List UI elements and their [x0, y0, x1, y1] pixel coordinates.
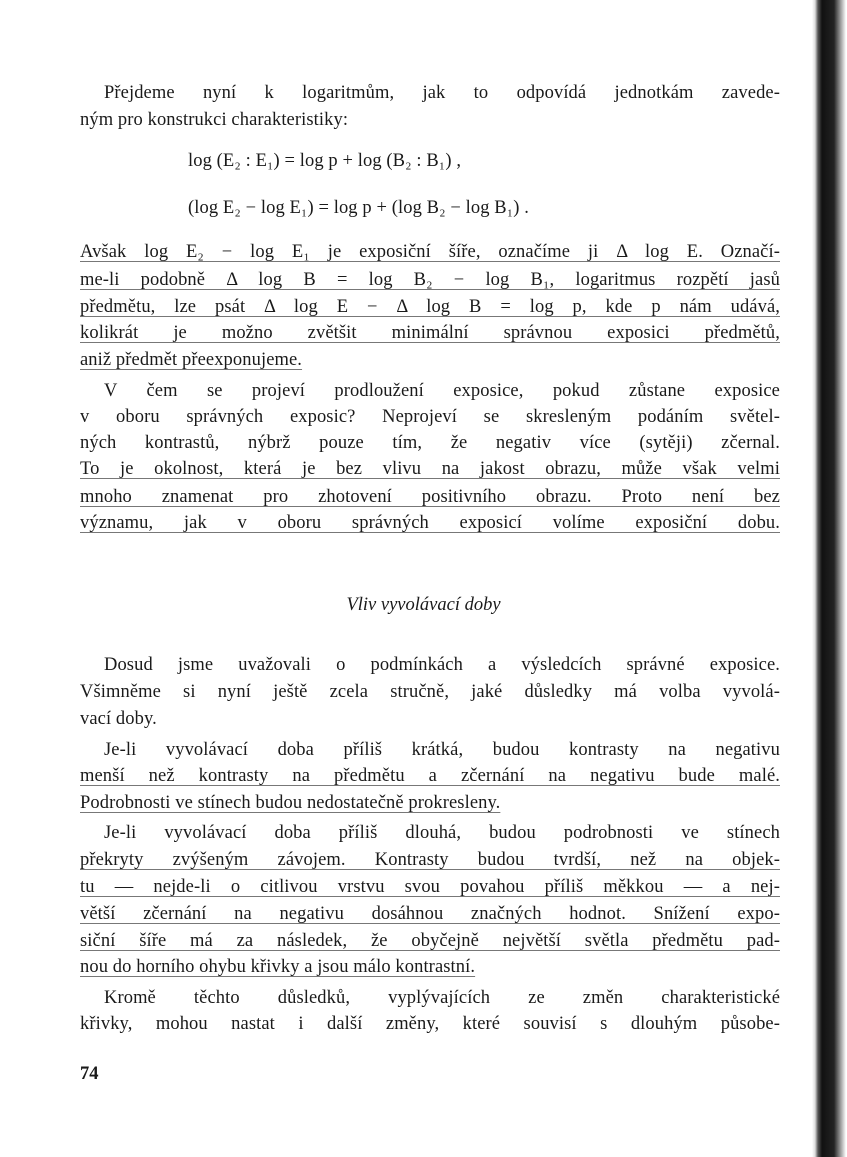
page-number: 74 — [80, 1064, 99, 1084]
text-line: Je-li vyvolávací doba příliš dlouhá, budou podrobnosti ve stínech — [104, 823, 780, 843]
equation: log (E₂ : E₁) = log p + log (B₂ : B₁) , — [188, 151, 462, 171]
text-line: vací doby. — [80, 709, 157, 729]
text-line: V čem se projeví prodloužení exposice, pokud zůstane exposice — [104, 381, 780, 401]
text-line: tu — nejde-li o citlivou vrstvu svou povahou příliš měkkou — a nej- — [80, 877, 780, 897]
text-line: To je okolnost, která je bez vlivu na jakost obrazu, může však velmi — [80, 459, 780, 479]
scan-edge — [812, 0, 847, 1157]
text-line: významu, jak v oboru správných exposicí volíme exposiční dobu. — [80, 513, 780, 533]
text-line: v oboru správných exposic? Neprojeví se skresleným podáním světel- — [80, 407, 780, 427]
text-line: křivky, mohou nastat i další změny, které souvisí s dlouhým působe- — [80, 1014, 780, 1034]
text-line: překryty zvýšeným závojem. Kontrasty budou tvrdší, než na objek- — [80, 850, 780, 870]
text-line: Všimněme si nyní ještě zcela stručně, jaké důsledky má volba vyvolá- — [80, 682, 780, 702]
text-line: siční šíře má za následek, že obyčejně největší světla předmětu pad- — [80, 931, 780, 951]
text-line: ným pro konstrukci charakteristiky: — [80, 110, 349, 130]
text-line: Je-li vyvolávací doba příliš krátká, budou kontrasty na negativu — [104, 740, 780, 760]
text-line: předmětu, lze psát Δ log E − Δ log B = log p, kde p nám udává, — [80, 297, 780, 317]
text-line: Avšak log E₂ − log E₁ je exposiční šíře, označíme ji Δ log E. Označí- — [80, 242, 780, 262]
text-line: kolikrát je možno zvětšit minimální správnou exposici předmětů, — [80, 323, 780, 343]
text-line: me-li podobně Δ log B = log B₂ − log B₁, logaritmus rozpětí jasů — [80, 270, 780, 290]
section-heading: Vliv vyvolávací doby — [346, 595, 501, 615]
text-line: Přejdeme nyní k logaritmům, jak to odpovídá jednotkám zavede- — [104, 83, 780, 103]
text-line: mnoho znamenat pro zhotovení positivního obrazu. Proto není bez — [80, 487, 780, 507]
text-line: Dosud jsme uvažovali o podmínkách a výsledcích správné exposice. — [104, 655, 780, 675]
text-line: ných kontrastů, nýbrž pouze tím, že negativ více (sytěji) zčernal. — [80, 433, 780, 453]
text-line: nou do horního ohybu křivky a jsou málo kontrastní. — [80, 957, 476, 977]
text-line: aniž předmět přeexponujeme. — [80, 350, 303, 370]
text-line: větší zčernání na negativu dosáhnou značných hodnot. Snížení expo- — [80, 904, 780, 924]
text-line: menší než kontrasty na předmětu a zčernání na negativu bude malé. — [80, 766, 780, 786]
equation: (log E₂ − log E₁) = log p + (log B₂ − log B₁) . — [188, 198, 529, 218]
text-line: Podrobnosti ve stínech budou nedostatečně prokresleny. — [80, 793, 501, 813]
text-line: Kromě těchto důsledků, vyplývajících ze změn charakteristické — [104, 988, 780, 1008]
